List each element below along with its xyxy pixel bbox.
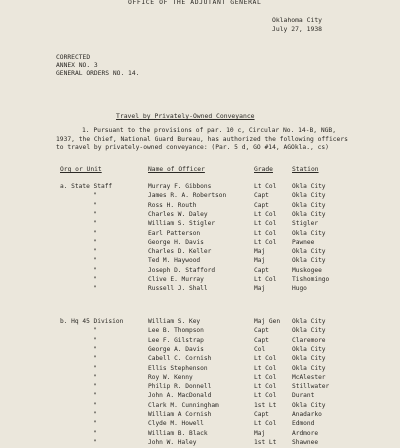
ditto-mark: " <box>93 192 97 200</box>
officer-station: Okla City <box>292 248 326 256</box>
table-row <box>0 383 400 392</box>
table-row <box>0 248 400 257</box>
officer-station: Okla City <box>292 364 326 372</box>
officer-grade: Col <box>254 345 266 353</box>
officer-name: George A. Davis <box>148 345 204 353</box>
officer-station: Anadarko <box>292 411 322 418</box>
officer-grade: Lt Col <box>254 210 277 218</box>
officer-name: William S. Key <box>148 318 201 325</box>
officer-station: Shawnee <box>292 438 319 446</box>
officer-name: John W. Haley <box>148 438 197 446</box>
officer-grade: Maj <box>254 257 266 265</box>
officer-name: James R. A. Robertson <box>148 192 227 200</box>
officer-grade: Maj <box>254 429 266 437</box>
table-row <box>0 257 400 266</box>
paragraph-number: 1. <box>82 127 90 134</box>
table-row <box>0 365 400 374</box>
officer-station: Muskogee <box>292 266 322 274</box>
header-general-orders: GENERAL ORDERS NO. 14. <box>56 70 140 77</box>
ditto-mark: " <box>93 364 97 372</box>
officer-grade: Capt <box>254 336 269 344</box>
officer-station: Stillwater <box>292 383 330 391</box>
table-row <box>0 211 400 220</box>
table-row <box>0 430 400 439</box>
ditto-mark: " <box>93 248 97 256</box>
officer-name: Clark M. Cunningham <box>148 401 219 409</box>
table-row <box>0 220 400 229</box>
officer-station: Okla City <box>292 318 326 325</box>
officer-name: Ellis Stephenson <box>148 364 208 372</box>
officer-name: Ted M. Haywood <box>148 257 201 265</box>
table-row <box>0 411 400 420</box>
column-header-grade: Grade <box>254 166 273 173</box>
table-row <box>0 183 400 192</box>
group-label: b. Hq 45 Division <box>60 318 124 325</box>
column-header-name: Name of Officer <box>148 166 205 173</box>
officer-station: McAlester <box>292 373 326 381</box>
officer-grade: Lt Col <box>254 392 277 400</box>
ditto-mark: " <box>93 336 97 344</box>
officer-name: Joseph D. Stafford <box>148 266 216 274</box>
officer-name: Philip R. Donnell <box>148 383 212 391</box>
officer-station: Durant <box>292 392 315 400</box>
officer-station: Okla City <box>292 183 326 190</box>
dateline-city: Oklahoma City <box>272 16 323 24</box>
officer-station: Okla City <box>292 355 326 363</box>
ditto-mark: " <box>93 392 97 400</box>
officer-station: Pawnee <box>292 238 315 246</box>
column-header-unit: Org or Unit <box>60 166 102 173</box>
header-annex: ANNEX NO. 3 <box>56 62 98 69</box>
ditto-mark: " <box>93 345 97 353</box>
officer-station: Okla City <box>292 210 326 218</box>
officer-station: Okla City <box>292 345 326 353</box>
table-row <box>0 392 400 401</box>
officer-name: George H. Davis <box>148 238 204 246</box>
officer-station: Hugo <box>292 285 307 293</box>
officer-grade: Capt <box>254 266 269 274</box>
paragraph <box>56 127 356 153</box>
officer-name: Clyde M. Howell <box>148 420 204 428</box>
table-row <box>0 267 400 276</box>
header-corrected: CORRECTED <box>56 54 91 61</box>
officer-grade: Lt Col <box>254 220 277 228</box>
officer-station: Okla City <box>292 192 326 200</box>
officer-name: William A Cornish <box>148 411 212 418</box>
officer-name: Cabell C. Cornish <box>148 355 212 363</box>
officer-grade: Capt <box>254 411 269 418</box>
ditto-mark: " <box>93 229 97 237</box>
officer-name: Charles D. Keller <box>148 248 212 256</box>
officer-name: Lee F. Gilstrap <box>148 336 204 344</box>
table-row <box>0 202 400 211</box>
officer-name: Clive E. Murray <box>148 276 204 283</box>
ditto-mark: " <box>93 438 97 446</box>
officer-name: Lee B. Thompson <box>148 327 204 335</box>
ditto-mark: " <box>93 276 97 283</box>
officer-grade: Lt Col <box>254 238 277 246</box>
officer-grade: Maj <box>254 285 266 293</box>
officer-station: Ardmore <box>292 429 319 437</box>
dateline-date: July 27, 1938 <box>272 25 323 33</box>
ditto-mark: " <box>93 257 97 265</box>
table-row <box>0 192 400 201</box>
officer-station: Tishomingo <box>292 276 330 283</box>
officer-grade: Lt Col <box>254 355 277 363</box>
officer-name: Roy W. Kenny <box>148 373 193 381</box>
column-header-station: Station <box>292 166 319 173</box>
officer-grade: 1st Lt <box>254 401 277 409</box>
officer-name: Ross H. Routh <box>148 201 197 209</box>
ditto-mark: " <box>93 420 97 428</box>
officer-name: John A. MacDonald <box>148 392 212 400</box>
officer-station: Okla City <box>292 327 326 335</box>
officer-name: Russell J. Shall <box>148 285 208 293</box>
officer-grade: Capt <box>254 201 269 209</box>
section-title: Travel by Privately-Owned Conveyance <box>116 112 255 120</box>
table-row <box>0 327 400 336</box>
ditto-mark: " <box>93 238 97 246</box>
officer-grade: Capt <box>254 192 269 200</box>
letterhead-office: OFFICE OF THE ADJUTANT GENERAL <box>128 0 262 6</box>
table-row <box>0 337 400 346</box>
table-row <box>0 402 400 411</box>
officer-name: William S. Stigler <box>148 220 216 228</box>
officer-station: Okla City <box>292 229 326 237</box>
table-row <box>0 420 400 429</box>
officer-grade: Lt Col <box>254 183 277 190</box>
ditto-mark: " <box>93 266 97 274</box>
ditto-mark: " <box>93 373 97 381</box>
ditto-mark: " <box>93 201 97 209</box>
ditto-mark: " <box>93 429 97 437</box>
table-row <box>0 374 400 383</box>
officer-station: Okla City <box>292 257 326 265</box>
officer-name: Charles W. Daley <box>148 210 208 218</box>
table-row <box>0 285 400 294</box>
officer-station: Stigler <box>292 220 319 228</box>
officer-station: Okla City <box>292 401 326 409</box>
table-row <box>0 318 400 327</box>
officer-grade: Lt Col <box>254 229 277 237</box>
officer-grade: Lt Col <box>254 420 277 428</box>
ditto-mark: " <box>93 383 97 391</box>
officer-station: Edmond <box>292 420 315 428</box>
officer-name: Earl Patterson <box>148 229 201 237</box>
officer-grade: Capt <box>254 327 269 335</box>
officer-grade: 1st Lt <box>254 438 277 446</box>
table-row <box>0 439 400 448</box>
officer-grade: Maj Gen <box>254 318 281 325</box>
table-row <box>0 346 400 355</box>
ditto-mark: " <box>93 355 97 363</box>
ditto-mark: " <box>93 285 97 293</box>
officer-grade: Lt Col <box>254 373 277 381</box>
officer-grade: Lt Col <box>254 364 277 372</box>
ditto-mark: " <box>93 327 97 335</box>
table-row <box>0 276 400 285</box>
officer-grade: Lt Col <box>254 383 277 391</box>
table-row <box>0 239 400 248</box>
table-row <box>0 355 400 364</box>
table-row <box>0 230 400 239</box>
group-label: a. State Staff <box>60 183 113 190</box>
officer-station: Okla City <box>292 201 326 209</box>
ditto-mark: " <box>93 401 97 409</box>
ditto-mark: " <box>93 220 97 228</box>
officer-name: Murray F. Gibbons <box>148 183 212 190</box>
paragraph-text: Pursuant to the provisions of par. 10 c, Circular No. 14-B, NGB, 1937, the Chief, National Guard Bureau, has authorized the following officers to travel by privately-owned conveyance: (Par. 5 d, GO #14, AGOkla., cs) <box>56 127 348 152</box>
officer-station: Claremore <box>292 336 326 344</box>
officer-grade: Maj <box>254 248 266 256</box>
ditto-mark: " <box>93 210 97 218</box>
officer-name: William B. Black <box>148 429 208 437</box>
ditto-mark: " <box>93 411 97 418</box>
officer-grade: Lt Col <box>254 276 277 283</box>
